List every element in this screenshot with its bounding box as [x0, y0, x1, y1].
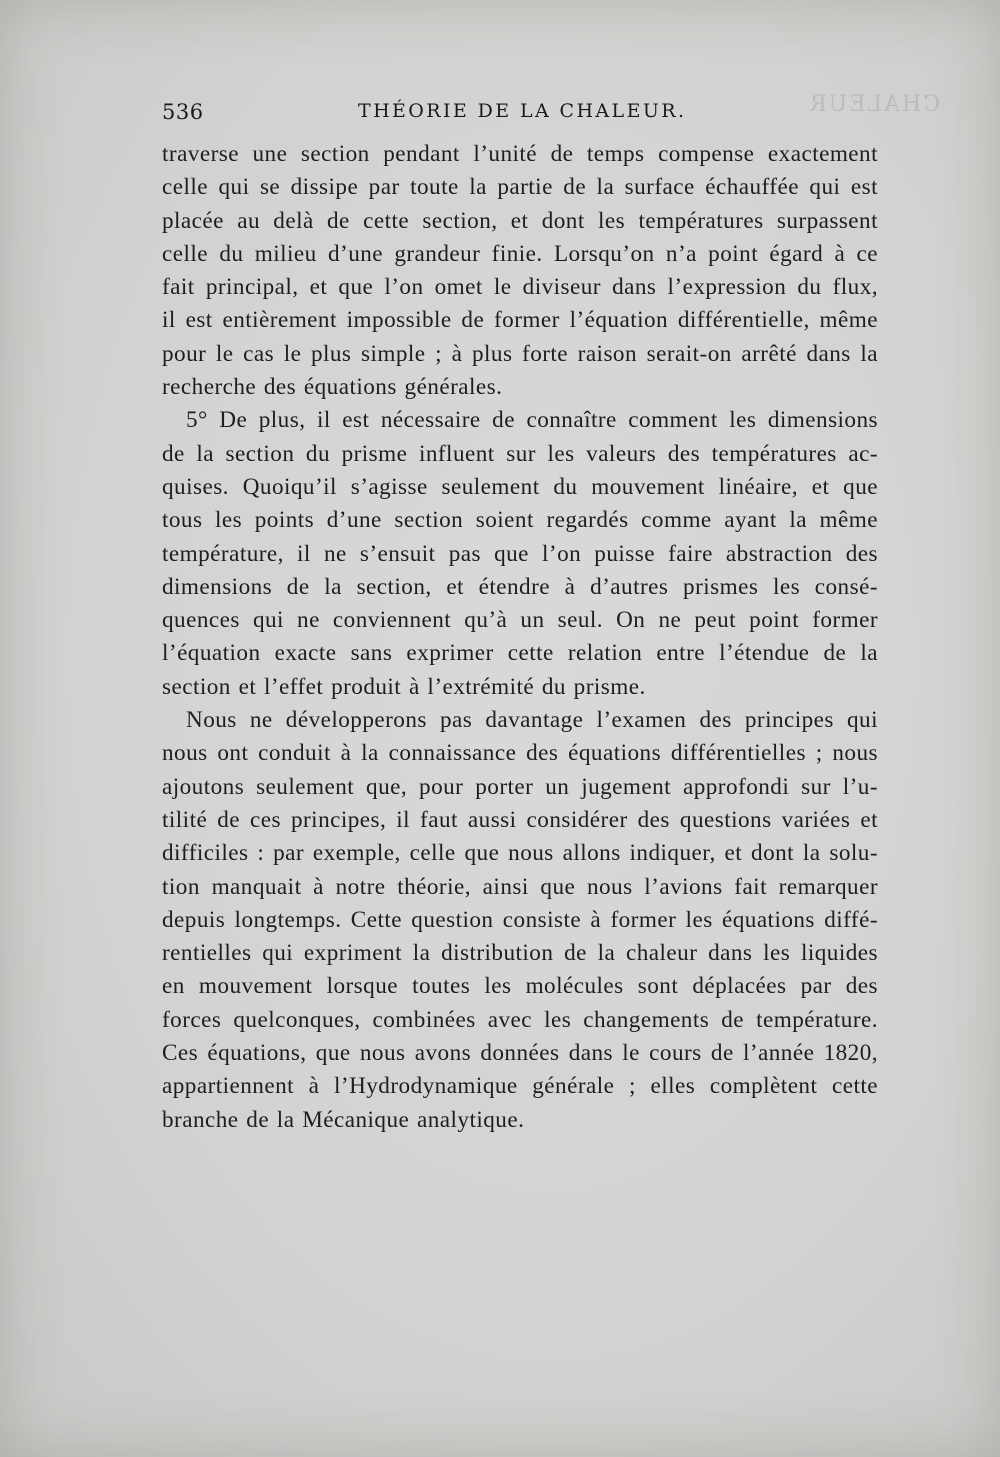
- text-line: rentielles qui expriment la distribution de la chaleur dans les liquides: [162, 940, 878, 967]
- text-line: section et l’effet produit à l’extrémité du prisme.: [162, 673, 646, 700]
- text-line: difficiles : par exemple, celle que nous allons indiquer, et dont la solu-: [162, 840, 878, 867]
- text-line: celle qui se dissipe par toute la partie de la surface échauffée qui est: [162, 174, 878, 201]
- text-line: branche de la Mécanique analytique.: [162, 1106, 525, 1133]
- text-line: tion manquait à notre théorie, ainsi que nous l’avions fait remarquer: [162, 873, 878, 900]
- text-line: traverse une section pendant l’unité de temps compense exactement: [162, 141, 878, 167]
- text-line: appartiennent à l’Hydrodynamique générale ; elles complètent cette: [162, 1073, 878, 1100]
- text-line: il est entièrement impossible de former l’équation différentielle, même: [162, 307, 878, 334]
- text-line: Ces équations, que nous avons données dans le cours de l’année 1820,: [162, 1040, 878, 1067]
- text-line: tous les points d’une section soient regardés comme ayant la même: [162, 507, 878, 534]
- text-line: dimensions de la section, et étendre à d’autres prismes les consé-: [162, 573, 878, 600]
- text-line: température, il ne s’ensuit pas que l’on puisse faire abstraction des: [162, 540, 878, 567]
- text-line: depuis longtemps. Cette question consiste à former les équations diffé-: [162, 906, 878, 933]
- text-line: celle du milieu d’une grandeur finie. Lorsqu’on n’a point égard à ce: [162, 240, 878, 267]
- page-header: [162, 100, 878, 130]
- text-line: tilité de ces principes, il faut aussi considérer des questions variées et: [162, 806, 878, 833]
- text-line: fait principal, et que l’on omet le diviseur dans l’expression du flux,: [162, 274, 878, 301]
- text-line: Nous ne développerons pas davantage l’examen des principes qui: [186, 707, 878, 734]
- text-line: pour le cas le plus simple ; à plus forte raison serait-on arrêté dans la: [162, 340, 878, 367]
- text-line: placée au delà de cette section, et dont les températures surpassent: [162, 207, 878, 234]
- text-line: nous ont conduit à la connaissance des équations différentielles ; nous: [162, 740, 878, 767]
- running-title: THÉORIE DE LA CHALEUR.: [358, 100, 687, 122]
- text-line: quences qui ne conviennent qu’à un seul. On ne peut point former: [162, 607, 878, 634]
- page-number: 536: [162, 100, 204, 124]
- text-line: ajoutons seulement que, pour porter un jugement approfondi sur l’u-: [162, 773, 878, 800]
- text-line: en mouvement lorsque toutes les molécules sont déplacées par des: [162, 973, 878, 1000]
- show-through-bleed: CHALEUR: [808, 92, 940, 117]
- text-line: quises. Quoiqu’il s’agisse seulement du mouvement linéaire, et que: [162, 473, 878, 500]
- text-line: forces quelconques, combinées avec les changements de température.: [162, 1006, 878, 1033]
- text-line: 5° De plus, il est nécessaire de connaître comment les dimensions: [186, 407, 878, 434]
- text-line: l’équation exacte sans exprimer cette relation entre l’étendue de la: [162, 640, 878, 667]
- text-line: recherche des équations générales.: [162, 374, 503, 401]
- body-text: [162, 138, 878, 1137]
- text-line: de la section du prisme influent sur les valeurs des températures ac-: [162, 440, 878, 467]
